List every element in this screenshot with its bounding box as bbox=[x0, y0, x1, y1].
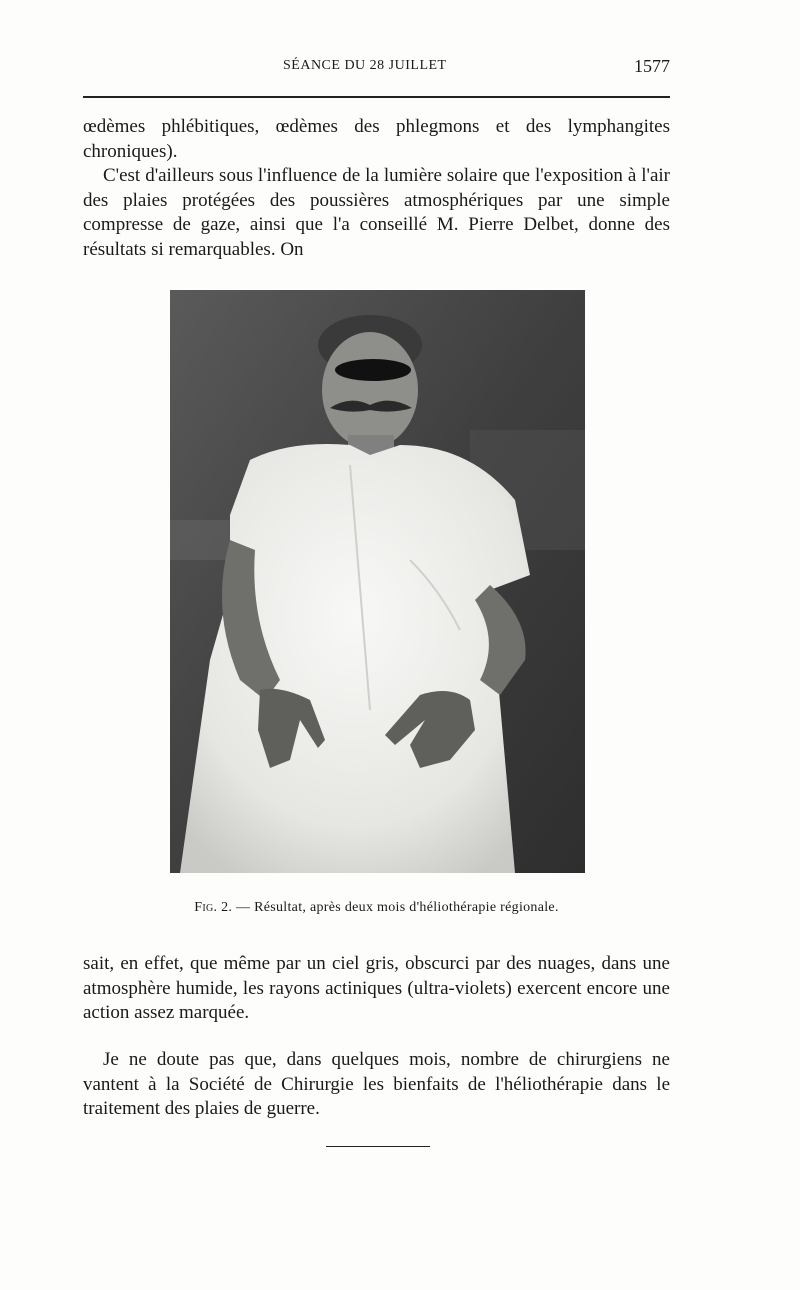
running-head bbox=[83, 58, 670, 82]
paragraph-2 bbox=[83, 164, 670, 262]
paragraph-1: œdèmes phlébitiques, œdèmes des phlegmons et des lymphangites chroniques). bbox=[83, 116, 670, 162]
header-rule bbox=[83, 96, 670, 98]
paragraph-2-text: C'est d'ailleurs sous l'influence de la lumière solaire que l'exposition à l'air des plaies protégées des poussières atmosphériques par une simple compresse de gaze, ainsi que l'a conseillé M. Pierre Delbet, donne des résultats si remarquables. On bbox=[83, 165, 670, 260]
running-title: SÉANCE DU 28 JUILLET bbox=[283, 58, 447, 73]
end-rule bbox=[326, 1146, 430, 1147]
paragraph-3: sait, en effet, que même par un ciel gris, obscurci par des nuages, dans une atmosphère humide, les rayons actiniques (ultra-violets) exercent encore une action assez marquée. bbox=[83, 953, 670, 1023]
figure-caption-text: — Résultat, après deux mois d'héliothérapie régionale. bbox=[232, 900, 559, 915]
figure-label: Fig. 2. bbox=[194, 900, 233, 915]
page-number: 1577 bbox=[634, 56, 670, 76]
figure-caption bbox=[83, 900, 670, 916]
figure-photograph bbox=[170, 290, 585, 873]
patient-photograph bbox=[170, 290, 585, 873]
paragraph-4 bbox=[83, 1048, 670, 1122]
paragraph-4-text: Je ne doute pas que, dans quelques mois, nombre de chirurgiens ne vantent à la Société de Chirurgie les bienfaits de l'héliothérapie dans le traitement des plaies de guerre. bbox=[83, 1049, 670, 1119]
